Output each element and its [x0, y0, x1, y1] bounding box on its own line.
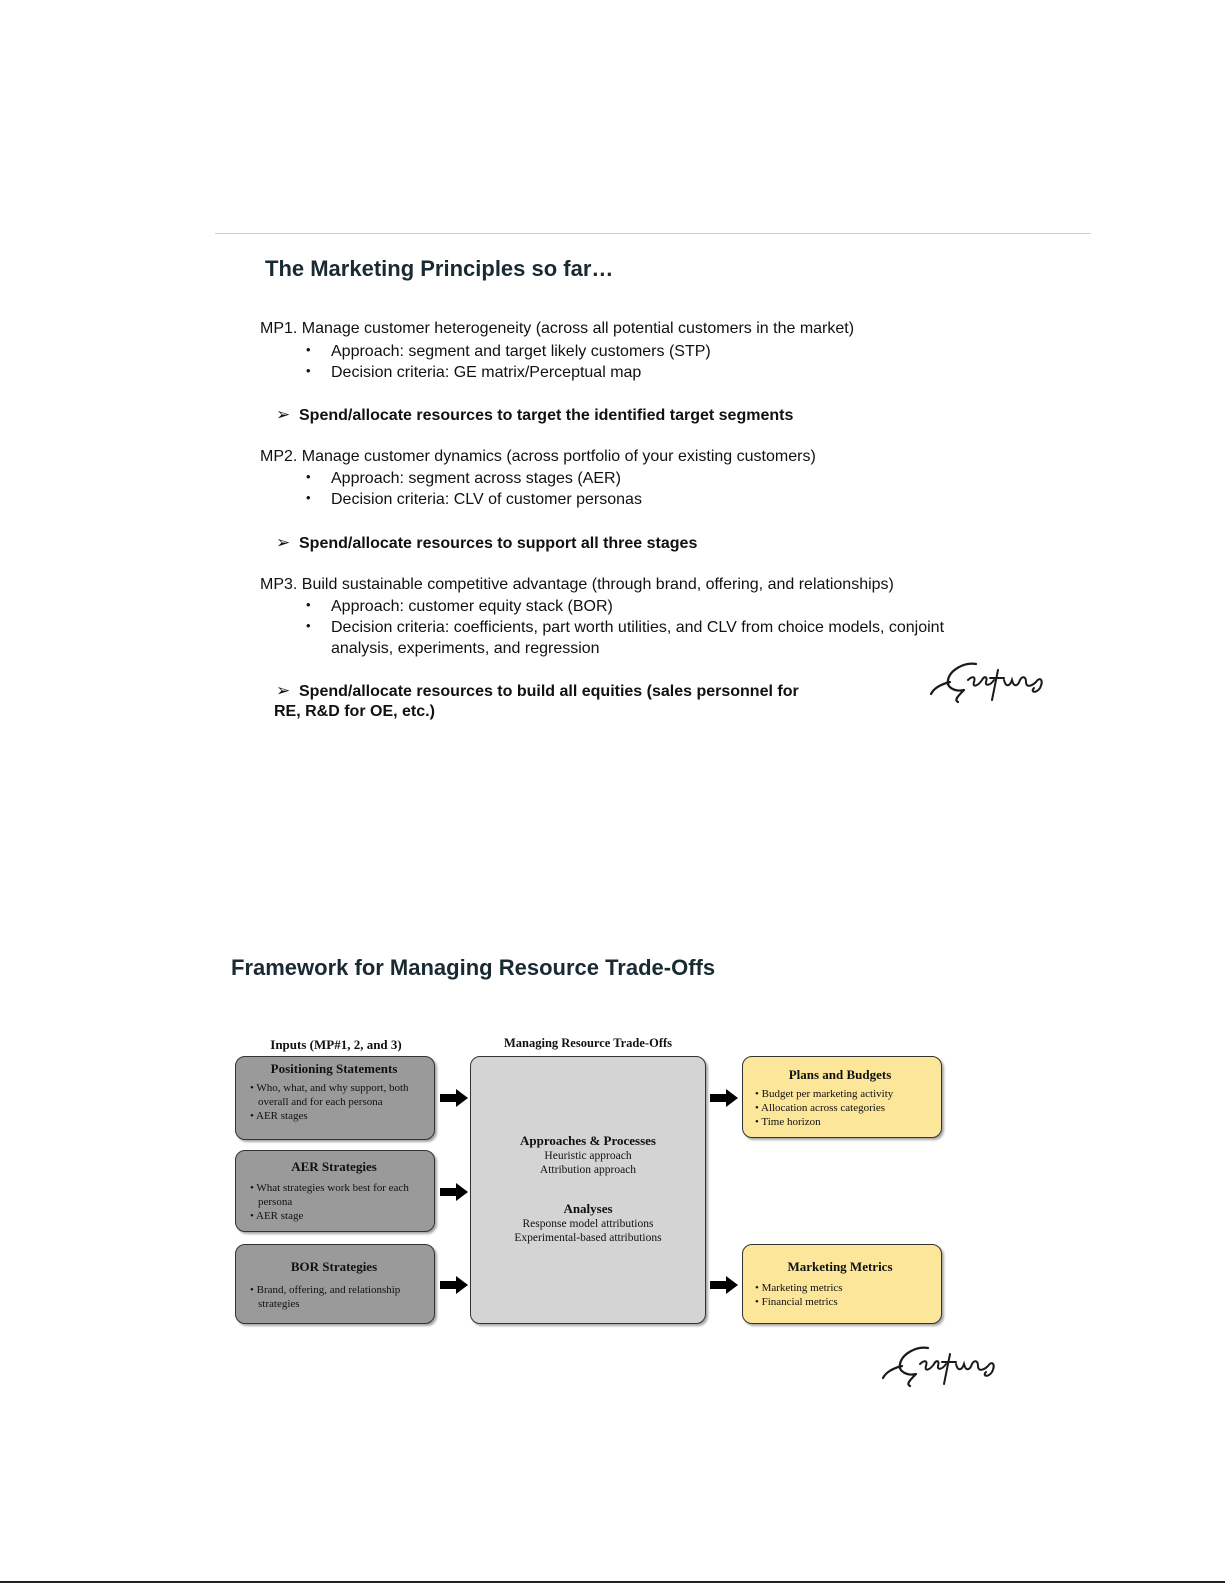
bor-item-1: • Brand, offering, and relationship strategies — [250, 1284, 401, 1310]
arrow-bullet-icon: ➢ — [276, 533, 291, 552]
arrow-right-icon — [440, 1183, 468, 1201]
arrow-right-icon — [710, 1276, 738, 1294]
mp3-spend — [276, 681, 799, 701]
positioning-title: Positioning Statements — [270, 1061, 398, 1076]
mp1-spend — [276, 405, 793, 425]
positioning-item-2: • AER stages — [250, 1110, 308, 1122]
plans-item-1: • Budget per marketing activity — [755, 1088, 894, 1100]
bullet-glyph: • — [306, 469, 311, 484]
mp3-bullet-2-continued: analysis, experiments, and regression — [331, 640, 600, 657]
aer-strategies-box — [235, 1150, 435, 1232]
arrow-bullet-icon: ➢ — [276, 405, 291, 424]
mp3-spend-continued: RE, R&D for OE, etc.) — [274, 703, 435, 720]
arrow-bullet-icon: ➢ — [276, 681, 291, 700]
plans-item-3: • Time horizon — [755, 1116, 821, 1128]
bor-title: BOR Strategies — [290, 1259, 378, 1274]
approaches-item-1: Heuristic approach — [544, 1150, 632, 1162]
mp3-heading: MP3. Build sustainable competitive advantage (through brand, offering, and relationships) — [260, 576, 894, 593]
arrow-right-icon — [710, 1089, 738, 1107]
mp2-bullet-1-text: Approach: segment across stages (AER) — [331, 470, 621, 487]
mp1-bullet-1-text: Approach: segment and target likely customers (STP) — [331, 343, 711, 360]
mp2-bullet-2 — [306, 490, 642, 509]
mp3-bullet-2-text: Decision criteria: coefficients, part worth utilities, and CLV from choice models, conjoint — [331, 619, 945, 636]
aer-item-1: • What strategies work best for each persona — [250, 1182, 409, 1208]
analyses-item-1: Response model attributions — [522, 1218, 654, 1230]
mp3-spend-text: Spend/allocate resources to build all equities (sales personnel for — [299, 683, 799, 700]
positioning-statements-box — [235, 1056, 435, 1140]
mp2-spend — [276, 533, 697, 553]
mp2-spend-text: Spend/allocate resources to support all three stages — [299, 535, 698, 552]
analyses-title: Analyses — [563, 1201, 613, 1216]
approaches-title: Approaches & Processes — [519, 1133, 656, 1148]
bullet-glyph: • — [306, 597, 311, 612]
bottom-divider — [0, 1581, 1225, 1583]
plans-title: Plans and Budgets — [788, 1067, 892, 1082]
managing-trade-offs-box — [470, 1056, 706, 1324]
bullet-glyph: • — [306, 363, 311, 378]
erasmus-signature-logo-1 — [928, 658, 1056, 706]
metrics-title: Marketing Metrics — [787, 1259, 893, 1274]
erasmus-signature-logo-2 — [880, 1342, 1008, 1390]
aer-item-2: • AER stage — [250, 1210, 304, 1222]
mp2-bullet-1 — [306, 469, 621, 488]
slide2-title: Framework for Managing Resource Trade-Offs — [231, 955, 716, 980]
arrow-right-icon — [440, 1276, 468, 1294]
bullet-glyph: • — [306, 490, 311, 505]
mp3-bullet-1-text: Approach: customer equity stack (BOR) — [331, 598, 613, 615]
plans-item-2: • Allocation across categories — [755, 1102, 886, 1114]
mp1-spend-text: Spend/allocate resources to target the identified target segments — [299, 407, 794, 424]
mp3-bullet-2 — [306, 618, 944, 637]
mp1-bullet-2 — [306, 363, 641, 382]
aer-title: AER Strategies — [291, 1159, 377, 1174]
bullet-glyph: • — [306, 618, 311, 633]
arrow-right-icon — [440, 1089, 468, 1107]
analyses-item-2: Experimental-based attributions — [514, 1232, 662, 1244]
inputs-header: Inputs (MP#1, 2, and 3) — [270, 1037, 402, 1052]
bullet-glyph: • — [306, 342, 311, 357]
mp1-bullet-1 — [306, 342, 711, 361]
mp3-bullet-1 — [306, 597, 613, 616]
mp1-heading: MP1. Manage customer heterogeneity (across all potential customers in the market) — [260, 320, 855, 337]
center-header: Managing Resource Trade-Offs — [503, 1036, 673, 1050]
marketing-metrics-box — [742, 1244, 942, 1324]
approaches-item-2: Attribution approach — [539, 1164, 637, 1176]
bor-strategies-box — [235, 1244, 435, 1324]
slide1-title: The Marketing Principles so far… — [265, 256, 614, 281]
mp2-bullet-2-text: Decision criteria: CLV of customer personas — [331, 491, 642, 508]
plans-budgets-box — [742, 1056, 942, 1138]
metrics-item-1: • Marketing metrics — [755, 1282, 843, 1294]
positioning-item-1: • Who, what, and why support, both overall and for each persona — [250, 1082, 409, 1108]
metrics-item-2: • Financial metrics — [755, 1296, 838, 1308]
mp2-heading: MP2. Manage customer dynamics (across portfolio of your existing customers) — [260, 448, 816, 465]
top-divider — [215, 233, 1091, 234]
mp1-bullet-2-text: Decision criteria: GE matrix/Perceptual map — [331, 364, 642, 381]
